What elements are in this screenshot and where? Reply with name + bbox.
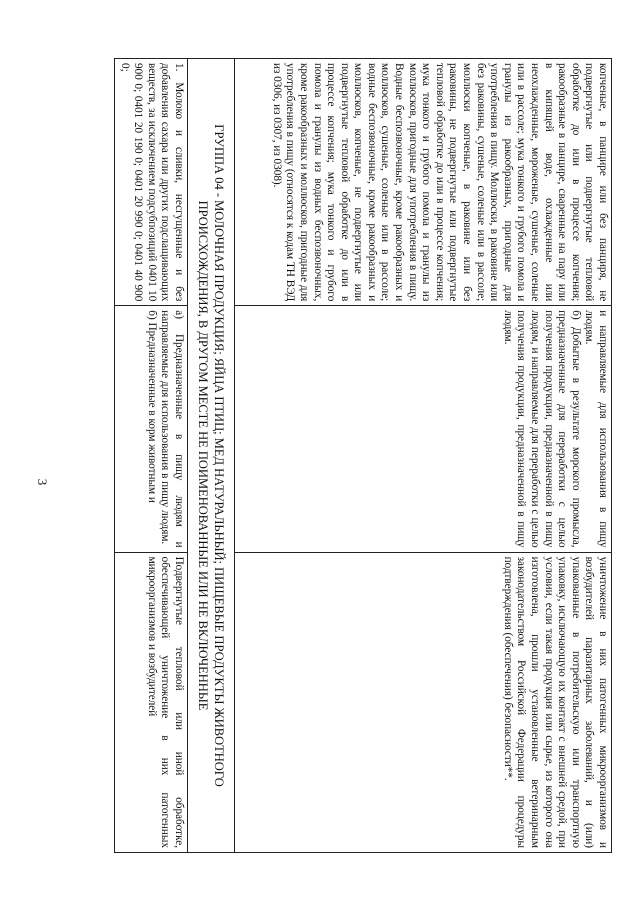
regulation-table: [114, 58, 612, 853]
purpose-text-a: а) Предназначенные в пищу людям и направляемые для использования в пищу людям.: [159, 310, 185, 548]
purpose-text-a: и направляемые для использования в пищу людям.: [583, 310, 609, 548]
product-description-text: 1. Молоко и сливки, несгущенные и без добавления сахара или других подслащивающих веществ, за исключением подсубпозиций 0401 10 900 0; 0401 20 190 0; 0401 20 990 0; 0401 40 900 0;: [118, 63, 185, 302]
table-row: [115, 59, 188, 853]
table-row: [235, 59, 612, 853]
group-04-header: ГРУППА 04 - МОЛОЧНАЯ ПРОДУКЦИЯ; ЯЙЦА ПТИЦ; МЕД НАТУРАЛЬНЫЙ; ПИЩЕВЫЕ ПРОДУКТЫ ЖИВОТНОГО ПРОИСХОЖДЕНИЯ, В ДРУГОМ МЕСТЕ НЕ ПОИМЕНОВАННЫЕ ИЛИ НЕ ВКЛЮЧЕННЫЕ: [188, 59, 235, 853]
product-description-cell: [115, 59, 188, 306]
group-header-row: [188, 59, 235, 853]
purpose-cell: [235, 306, 612, 552]
purpose-cell: [115, 306, 188, 552]
conditions-cell: [235, 552, 612, 852]
product-description-cell: [235, 59, 612, 306]
conditions-text: Подвергнутые тепловой или иной обработке, обеспечивающей уничтожение в них патогенных микроорганизмов и возбудителей: [145, 556, 185, 848]
purpose-text-b: б) Добытые в результате морского промысла, предназначенные для переработки с целью получения продукции, предназначенной в пищу людям, и направляемые для переработки с целью получения продукции, предназначенной в пищу людям.: [501, 310, 582, 548]
purpose-text-b: б) Предназначенные в корм животным и: [145, 310, 158, 503]
product-description-text: копченые, в панцире или без панциря, не подвергнутые или подвергнутые тепловой обработке до или в процессе копчения; ракообразные в панцире, сваренные на пару или в кипящей воде, охлажденные или неохлажденные, мороженые, сушеные, соленые или в рассоле; мука тонкого и грубого помола и гранулы из ракообразных, пригодные для употребления в пищу. Моллюски, в раковине или без раковины, сушеные, соленые или в рассоле; моллюски копченые, в раковине или без раковины, не подвергнутые или подвергнутые тепловой обработке до или в процессе копчения; мука тонкого и грубого помола и гранулы из моллюсков, пригодные для употребления в пищу. Водные беспозвоночные, кроме ракообразных и моллюсков, сушеные, соленые или в рассоле; водные беспозвоночные, кроме ракообразных и моллюсков, копченые, не подвергнутые или подвергнутые тепловой обработке до или в процессе копчения; мука тонкого и грубого помола и гранулы из водных беспозвоночных, кроме ракообразных и моллюсков, пригодные для употребления в пищу (относятся к кодам ТН ВЭД из 0306, из 0307, из 0308).: [270, 63, 609, 302]
page-number: 3: [35, 478, 50, 486]
rotated-page-frame: [50, 58, 612, 853]
conditions-text: уничтожение в них патогенных микроорганизмов и возбудителей паразитарных заболеваний, и (или) упакованные в потребительскую или транспортную упаковку, исключающую их контакт с внешней средой, при условии, если такая продукция или сырье, из которого она изготовлена, прошли установленные ветеринарным законодательством Российской Федерации процедуры подтверждения (обеспечения) безопасности**.: [501, 556, 609, 848]
regulation-table-sheet: [50, 58, 612, 853]
conditions-cell: [115, 552, 188, 852]
